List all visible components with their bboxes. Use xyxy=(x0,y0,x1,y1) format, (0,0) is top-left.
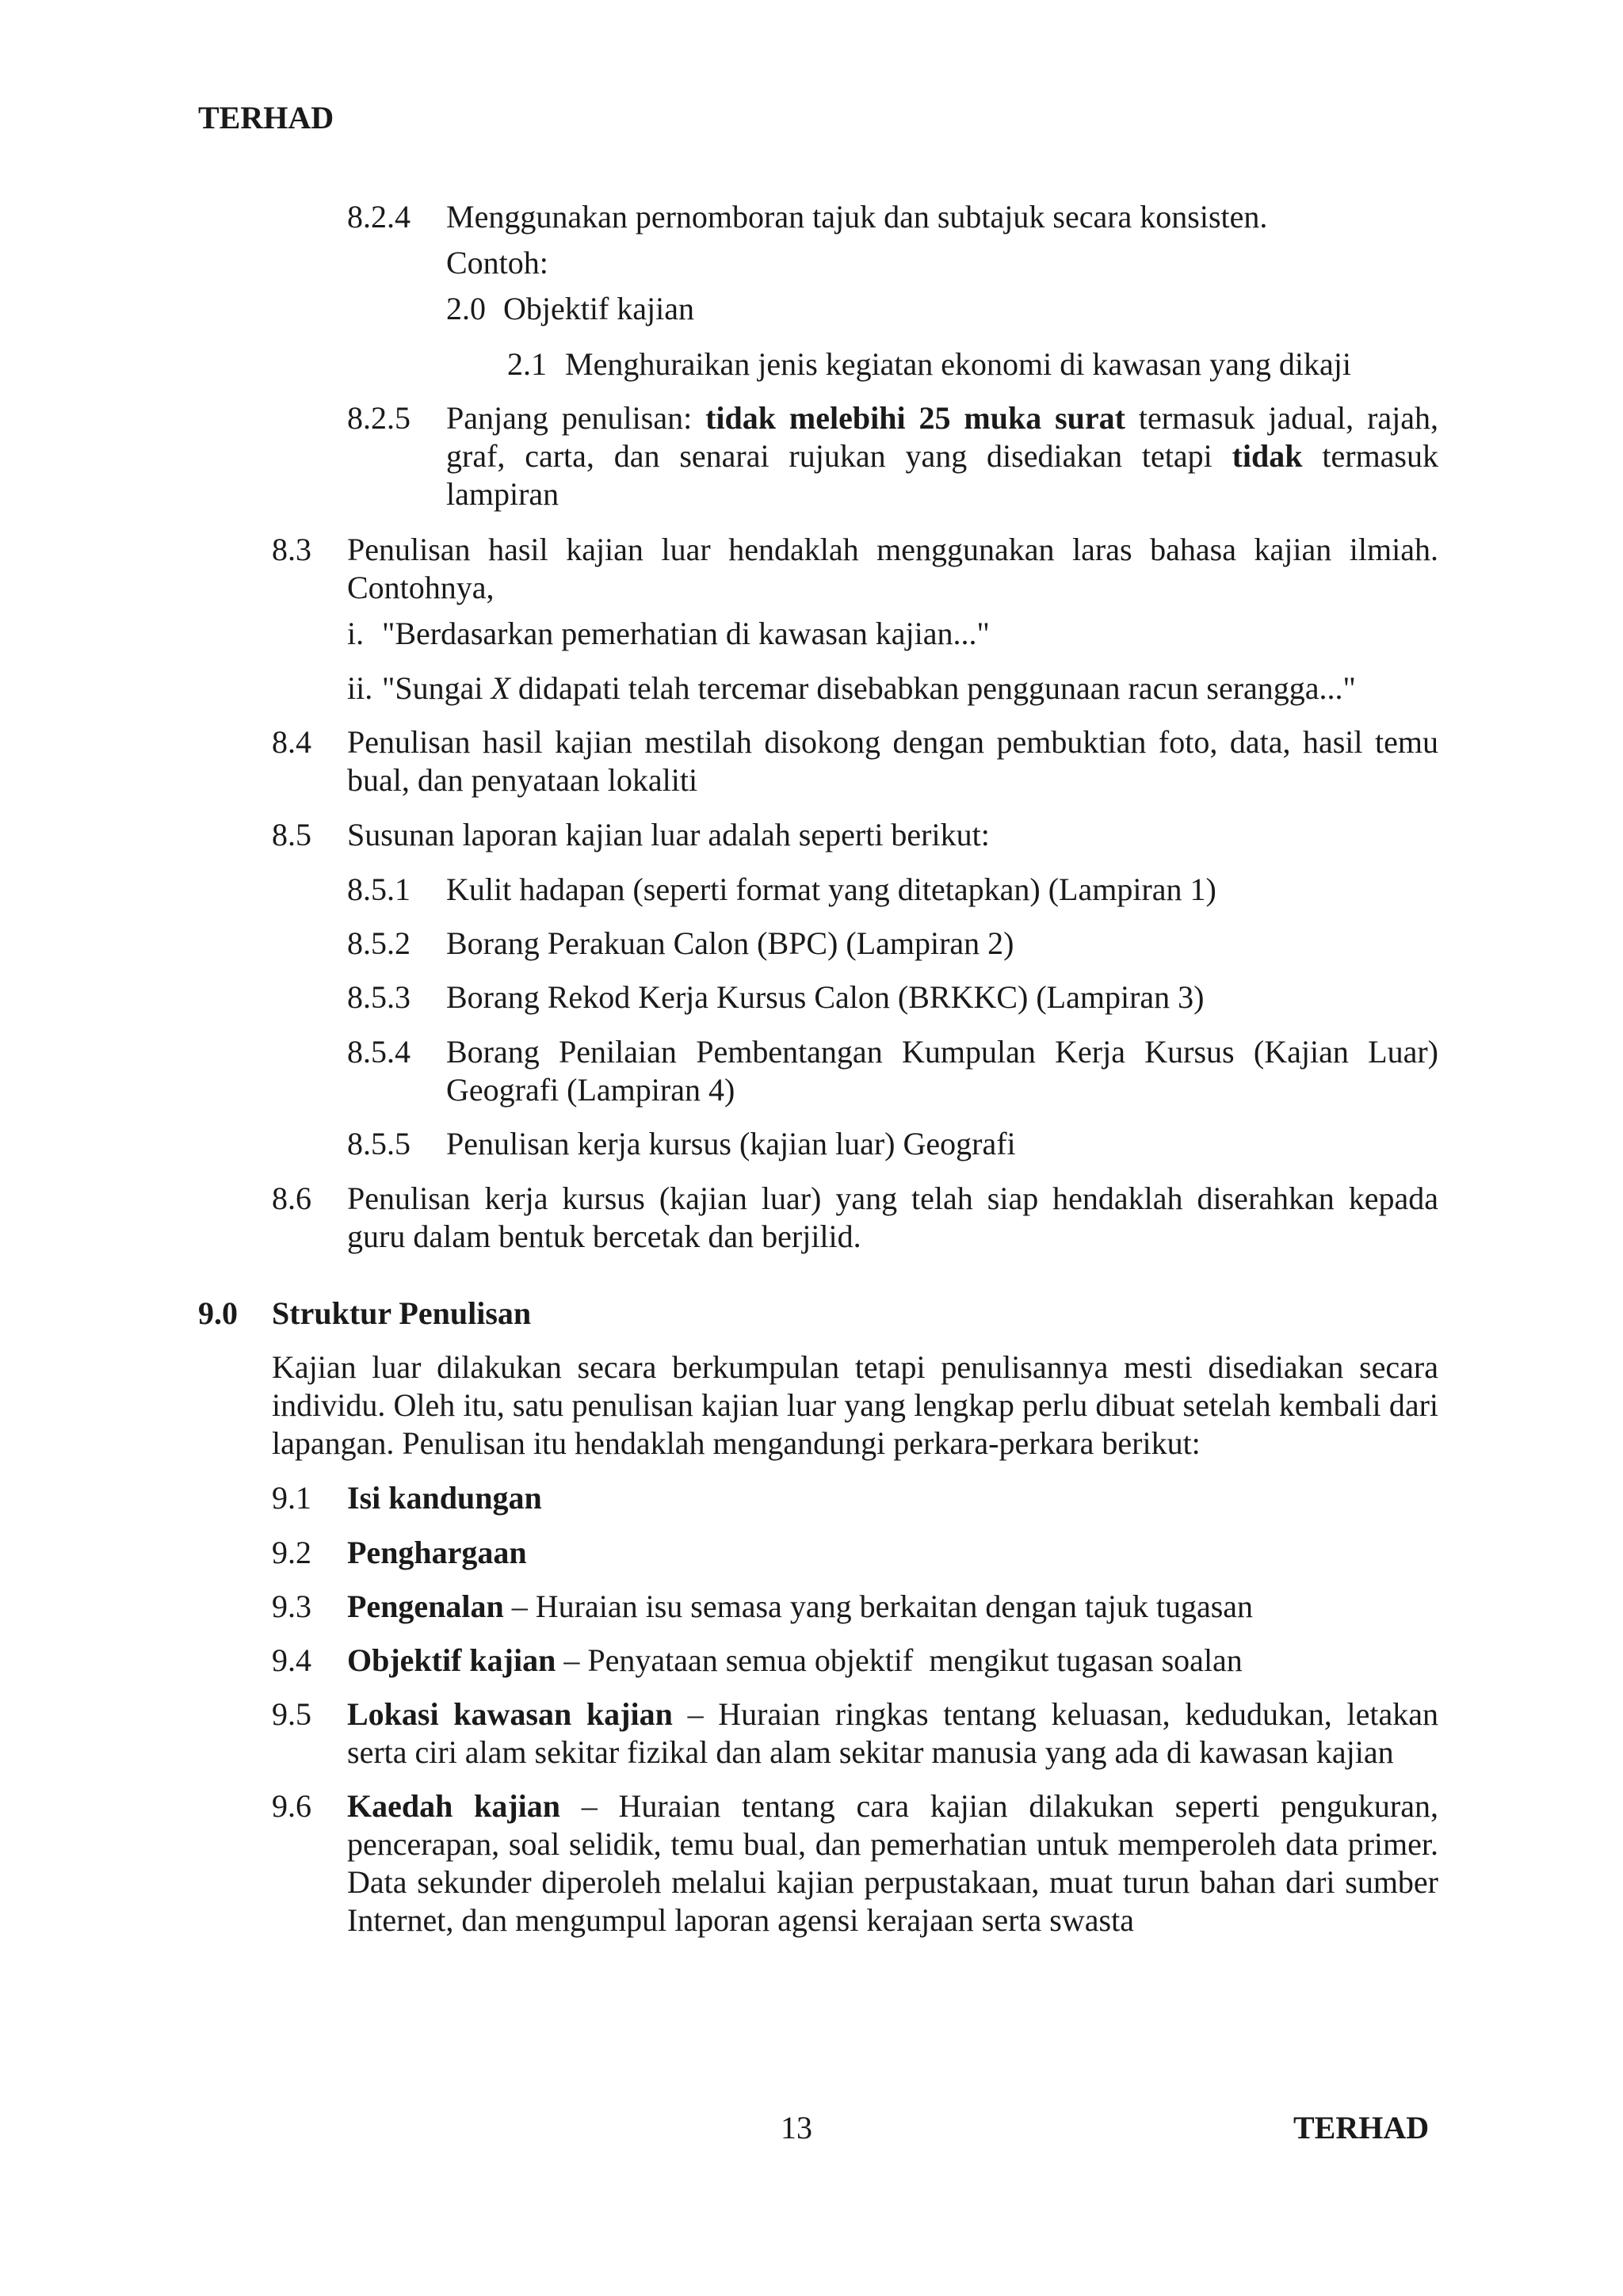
item-8-2-4-text: Menggunakan pernomboran tajuk dan subtajuk secara konsisten. xyxy=(446,199,1268,235)
section-9-0-number: 9.0 xyxy=(198,1295,238,1331)
item-8-5-2-text: Borang Perakuan Calon (BPC) (Lampiran 2) xyxy=(446,925,1014,961)
item-8-5-4-number: 8.5.4 xyxy=(347,1034,411,1070)
item-8-6-text: Penulisan kerja kursus (kajian luar) yang telah siap hendaklah diserahkan kepada guru dalam bentuk bercetak dan berjilid. xyxy=(347,1180,1438,1254)
item-9-5-desc: – Huraian ringkas tentang keluasan, kedudukan, letakan serta ciri alam sekitar fizikal dan alam sekitar manusia yang ada di kawasan kajian xyxy=(347,1696,1438,1770)
section-9-0-title: Struktur Penulisan xyxy=(272,1295,532,1331)
item-9-2-title: Penghargaan xyxy=(347,1535,527,1570)
example-ii-number: ii. xyxy=(347,670,373,706)
example-i-text: "Berdasarkan pemerhatian di kawasan kajian..." xyxy=(382,616,990,651)
item-8-4-text: Penulisan hasil kajian mestilah disokong dengan pembuktian foto, data, hasil temu bual, dan penyataan lokaliti xyxy=(347,724,1438,798)
item-9-1-title: Isi kandungan xyxy=(347,1480,542,1516)
item-8-2-5-text xyxy=(446,399,1438,513)
example-2-text: Menghuraikan jenis kegiatan ekonomi di kawasan yang dikaji xyxy=(565,346,1351,382)
item-8-2-5-bold-1: tidak melebihi 25 muka surat xyxy=(705,400,1125,436)
example-ii-part-2: didapati telah tercemar disebabkan penggunaan racun serangga..." xyxy=(510,670,1356,706)
item-8-5-number: 8.5 xyxy=(272,817,311,852)
item-8-5-1-number: 8.5.1 xyxy=(347,871,411,907)
item-9-1-number: 9.1 xyxy=(272,1480,311,1516)
section-9-0-intro: Kajian luar dilakukan secara berkumpulan tetapi penulisannya mesti disediakan secara individu. Oleh itu, satu penulisan kajian luar yang lengkap perlu dibuat setelah kembali dari lapangan. Penulisan itu hendaklah mengandungi perkara-perkara berikut: xyxy=(272,1349,1438,1461)
item-9-6-desc: – Huraian tentang cara kajian dilakukan seperti pengukuran, pencerapan, soal selidik, temu bual, dan pemerhatian untuk memperoleh data primer. Data sekunder diperoleh melalui kajian perpustakaan, muat turun bahan dari sumber Internet, dan mengumpul laporan agensi kerajaan serta swasta xyxy=(347,1788,1438,1938)
item-8-5-5-number: 8.5.5 xyxy=(347,1126,411,1161)
example-ii-part-1: "Sungai xyxy=(382,670,491,706)
example-ii-text xyxy=(382,669,1356,707)
item-8-5-1-text: Kulit hadapan (seperti format yang ditetapkan) (Lampiran 1) xyxy=(446,871,1216,907)
item-9-3-title: Pengenalan xyxy=(347,1589,504,1624)
item-9-5-title: Lokasi kawasan kajian xyxy=(347,1696,673,1732)
item-8-2-5-part-2: termasuk jadual, rajah, graf, carta, dan senarai rujukan yang disediakan tetapi xyxy=(446,400,1439,474)
item-9-4-title: Objektif kajian xyxy=(347,1642,556,1678)
example-1-number: 2.0 xyxy=(446,291,486,326)
header-classification: TERHAD xyxy=(198,100,334,135)
item-9-4-text xyxy=(347,1642,1243,1680)
example-2-number: 2.1 xyxy=(507,346,547,382)
item-9-4-number: 9.4 xyxy=(272,1642,311,1678)
example-label: Contoh: xyxy=(446,245,548,280)
item-8-3-number: 8.3 xyxy=(272,532,311,567)
item-9-5-text xyxy=(347,1695,1438,1772)
example-i-number: i. xyxy=(347,616,365,651)
item-8-5-3-text: Borang Rekod Kerja Kursus Calon (BRKKC) (Lampiran 3) xyxy=(446,979,1205,1015)
item-8-2-5-part-3: termasuk lampiran xyxy=(446,438,1438,512)
item-8-6-number: 8.6 xyxy=(272,1180,311,1216)
item-9-6-text xyxy=(347,1787,1438,1939)
item-8-5-3-number: 8.5.3 xyxy=(347,979,411,1015)
example-1-text: Objektif kajian xyxy=(503,291,695,326)
item-8-5-4-text: Borang Penilaian Pembentangan Kumpulan Kerja Kursus (Kajian Luar) Geografi (Lampiran 4) xyxy=(446,1034,1438,1108)
item-9-5-number: 9.5 xyxy=(272,1696,311,1732)
item-8-3-text: Penulisan hasil kajian luar hendaklah menggunakan laras bahasa kajian ilmiah. Contohnya, xyxy=(347,532,1438,605)
item-8-2-5-part-1: Panjang penulisan: xyxy=(446,400,706,436)
item-8-5-5-text: Penulisan kerja kursus (kajian luar) Geografi xyxy=(446,1126,1016,1161)
item-8-2-4-number: 8.2.4 xyxy=(347,199,411,235)
item-8-5-2-number: 8.5.2 xyxy=(347,925,411,961)
item-8-4-number: 8.4 xyxy=(272,724,311,760)
example-ii-italic-x: X xyxy=(491,670,510,706)
item-8-5-text: Susunan laporan kajian luar adalah seperti berikut: xyxy=(347,817,990,852)
item-9-3-number: 9.3 xyxy=(272,1589,311,1624)
item-9-4-desc: – Penyataan semua objektif mengikut tugasan soalan xyxy=(556,1642,1243,1678)
item-8-2-5-bold-2: tidak xyxy=(1232,438,1303,474)
footer-classification: TERHAD xyxy=(1293,2110,1430,2145)
item-9-3-text xyxy=(347,1588,1253,1626)
item-8-2-5-number: 8.2.5 xyxy=(347,400,411,436)
item-9-6-number: 9.6 xyxy=(272,1788,311,1824)
item-9-6-title: Kaedah kajian xyxy=(347,1788,561,1824)
item-9-3-desc: – Huraian isu semasa yang berkaitan dengan tajuk tugasan xyxy=(503,1589,1254,1624)
footer-page-number: 13 xyxy=(781,2110,812,2145)
item-9-2-number: 9.2 xyxy=(272,1535,311,1570)
